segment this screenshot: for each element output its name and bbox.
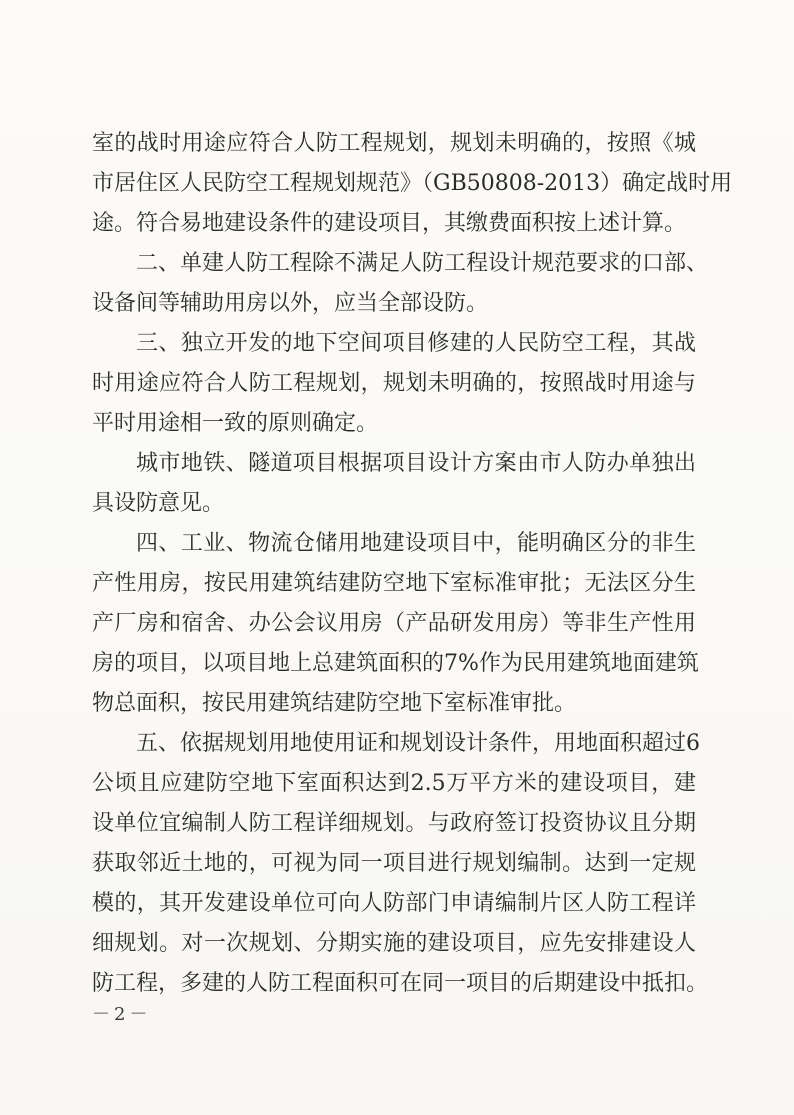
paragraph-2 [92, 244, 709, 324]
paragraph-1 [92, 124, 733, 244]
text-line: 五、依据规划用地使用证和规划设计条件，用地面积超过6 [136, 731, 700, 756]
text-line: 四、工业、物流仓储用地建设项目中，能明确区分的非生 [136, 531, 696, 556]
text-line: 产厂房和宿舍、办公会议用房（产品研发用房）等非生产性用 [92, 611, 696, 636]
text-line: 室的战时用途应符合人防工程规划，规划未明确的，按照《城 [92, 131, 696, 156]
text-line: 防工程，多建的人防工程面积可在同一项目的后期建设中抵扣。 [92, 971, 709, 996]
text-line: 二、单建人防工程除不满足人防工程设计规范要求的口部、 [136, 251, 709, 276]
paragraph-3 [92, 324, 696, 444]
text-line: 产性用房，按民用建筑结建防空地下室标准审批；无法区分生 [92, 571, 696, 596]
paragraph-6 [92, 724, 709, 1004]
text-line: 设备间等辅助用房以外，应当全部设防。 [92, 291, 489, 316]
text-line: 市居住区人民防空工程规划规范》（GB50808-2013）确定战时用 [92, 171, 733, 196]
document-body [92, 124, 733, 1004]
paragraph-4 [92, 444, 696, 524]
paragraph-5 [92, 524, 699, 724]
text-line: 具设防意见。 [92, 491, 225, 516]
text-line: 模的，其开发建设单位可向人防部门申请编制片区人防工程详 [92, 891, 696, 916]
text-line: 物总面积，按民用建筑结建防空地下室标准审批。 [92, 691, 577, 716]
text-line: 房的项目，以项目地上总建筑面积的7%作为民用建筑地面建筑 [92, 651, 699, 676]
text-line: 平时用途相一致的原则确定。 [92, 411, 379, 436]
text-line: 公顷且应建防空地下室面积达到2.5万平方米的建设项目，建 [92, 771, 696, 796]
text-line: 时用途应符合人防工程规划，规划未明确的，按照战时用途与 [92, 371, 696, 396]
text-line: 城市地铁、隧道项目根据项目设计方案由市人防办单独出 [136, 451, 696, 476]
page-number: －2－ [92, 1004, 152, 1025]
text-line: 获取邻近土地的，可视为同一项目进行规划编制。达到一定规 [92, 851, 696, 876]
text-line: 细规划。对一次规划、分期实施的建设项目，应先安排建设人 [92, 931, 696, 956]
text-line: 途。符合易地建设条件的建设项目，其缴费面积按上述计算。 [92, 211, 687, 236]
text-line: 三、独立开发的地下空间项目修建的人民防空工程，其战 [136, 331, 696, 356]
text-line: 设单位宜编制人防工程详细规划。与政府签订投资协议且分期 [92, 811, 696, 836]
